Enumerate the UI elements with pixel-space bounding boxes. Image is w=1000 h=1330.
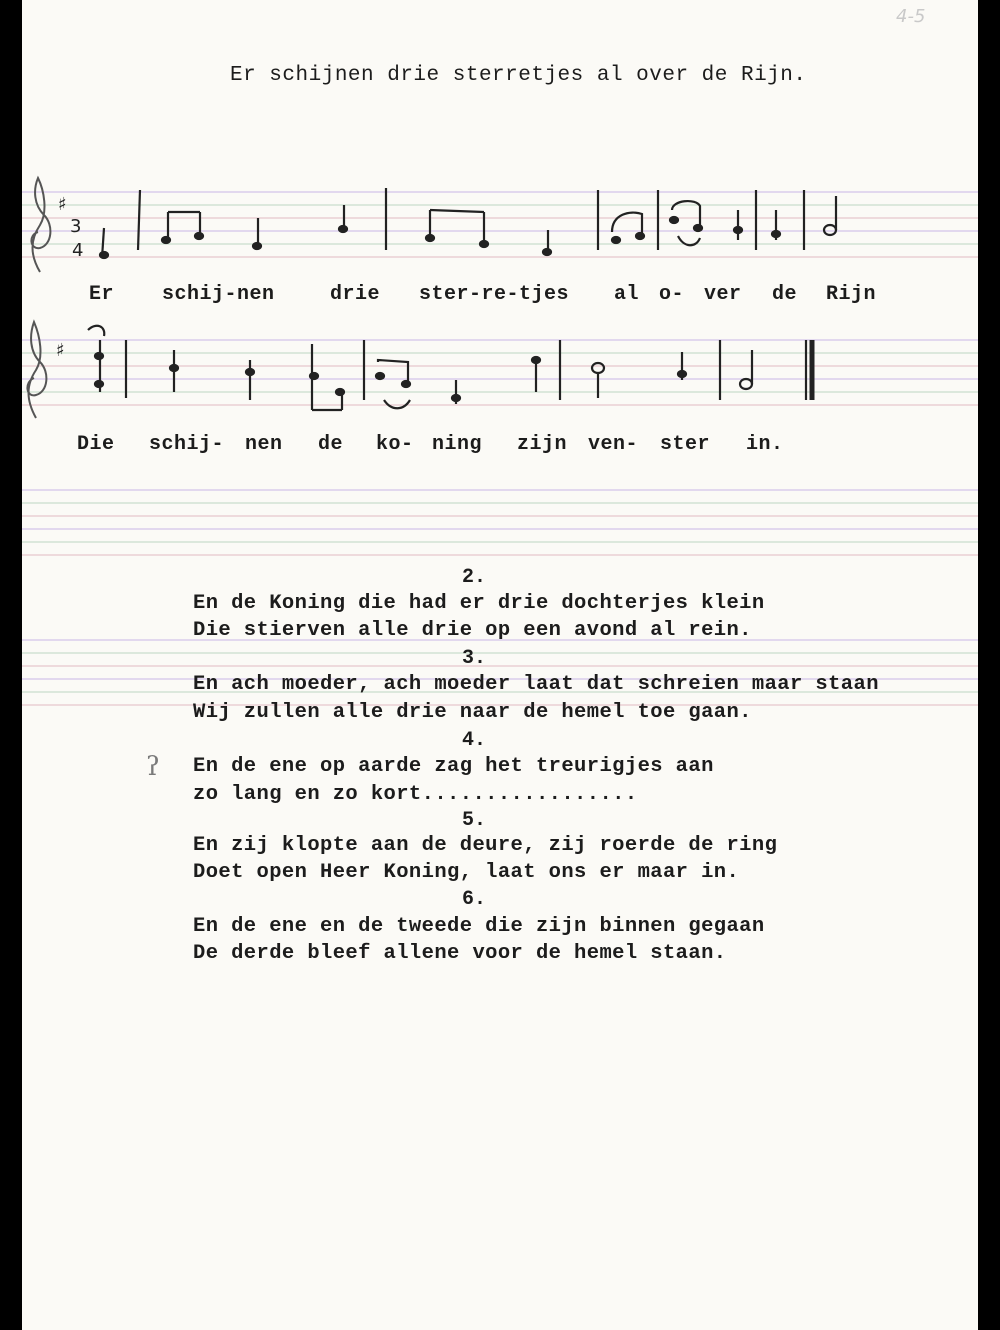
time-signature-top-1: 3 bbox=[70, 216, 82, 237]
staff-2-lyric: zijn bbox=[517, 433, 568, 456]
treble-clef-2 bbox=[27, 322, 46, 418]
staff-1-lyric: ver bbox=[704, 283, 742, 306]
verse-line: En ach moeder, ach moeder laat dat schreien maar staan bbox=[193, 673, 879, 696]
staff-2-lyric: ven- bbox=[588, 433, 639, 456]
staff-1-lyric: al bbox=[614, 283, 640, 306]
staff-1-lyric: ster-re-tjes bbox=[419, 283, 570, 306]
verse-line: De derde bleef allene voor de hemel staan. bbox=[193, 942, 727, 965]
verse-number: 2. bbox=[462, 566, 487, 589]
verse-line: zo lang en zo kort................. bbox=[193, 783, 638, 806]
staff-1-lyric: Rijn bbox=[826, 283, 877, 306]
staff-1-lines bbox=[22, 192, 978, 257]
staff-1-lyric: de bbox=[772, 283, 798, 306]
staff-2-lyric: schij- bbox=[149, 433, 225, 456]
staff-1-lyric: schij-nen bbox=[162, 283, 275, 306]
verse-line: Wij zullen alle drie naar de hemel toe gaan. bbox=[193, 701, 752, 724]
staff-2-lyric: Die bbox=[77, 433, 115, 456]
verse-line: En de Koning die had er drie dochterjes klein bbox=[193, 592, 765, 615]
verse-number: 3. bbox=[462, 647, 487, 670]
key-signature-1: ♯ bbox=[58, 194, 67, 215]
page-number-mark: 4-5 bbox=[896, 6, 926, 27]
staff-2-lyric: nen bbox=[245, 433, 283, 456]
staff-1-lyric: drie bbox=[330, 283, 381, 306]
handwritten-mark-icon: ʔ bbox=[146, 752, 160, 782]
verse-line: En de ene op aarde zag het treurigjes aan bbox=[193, 755, 714, 778]
staff-2-lines bbox=[22, 340, 978, 405]
staff-2-lyric: ning bbox=[432, 433, 483, 456]
verse-line: Doet open Heer Koning, laat ons er maar in. bbox=[193, 861, 740, 884]
verse-number: 6. bbox=[462, 888, 487, 911]
staff-1-lyric: o- bbox=[659, 283, 685, 306]
staff-2-lyric: in. bbox=[746, 433, 784, 456]
verse-number: 5. bbox=[462, 809, 487, 832]
verse-number: 4. bbox=[462, 729, 487, 752]
staff-2-notes bbox=[27, 322, 812, 418]
verse-line: Die stierven alle drie op een avond al rein. bbox=[193, 619, 752, 642]
time-signature-bottom-1: 4 bbox=[72, 240, 84, 261]
song-title: Er schijnen drie sterretjes al over de Rijn. bbox=[230, 64, 807, 87]
staff-2-lyric: de bbox=[318, 433, 344, 456]
staff-1-lyric: Er bbox=[89, 283, 115, 306]
verse-line: En zij klopte aan de deure, zij roerde de ring bbox=[193, 834, 778, 857]
staff-2-lyric: ko- bbox=[376, 433, 414, 456]
verse-line: En de ene en de tweede die zijn binnen gegaan bbox=[193, 915, 765, 938]
key-signature-2: ♯ bbox=[56, 340, 65, 361]
staff-2-lyric: ster bbox=[660, 433, 711, 456]
empty-staff-lines bbox=[22, 490, 978, 555]
